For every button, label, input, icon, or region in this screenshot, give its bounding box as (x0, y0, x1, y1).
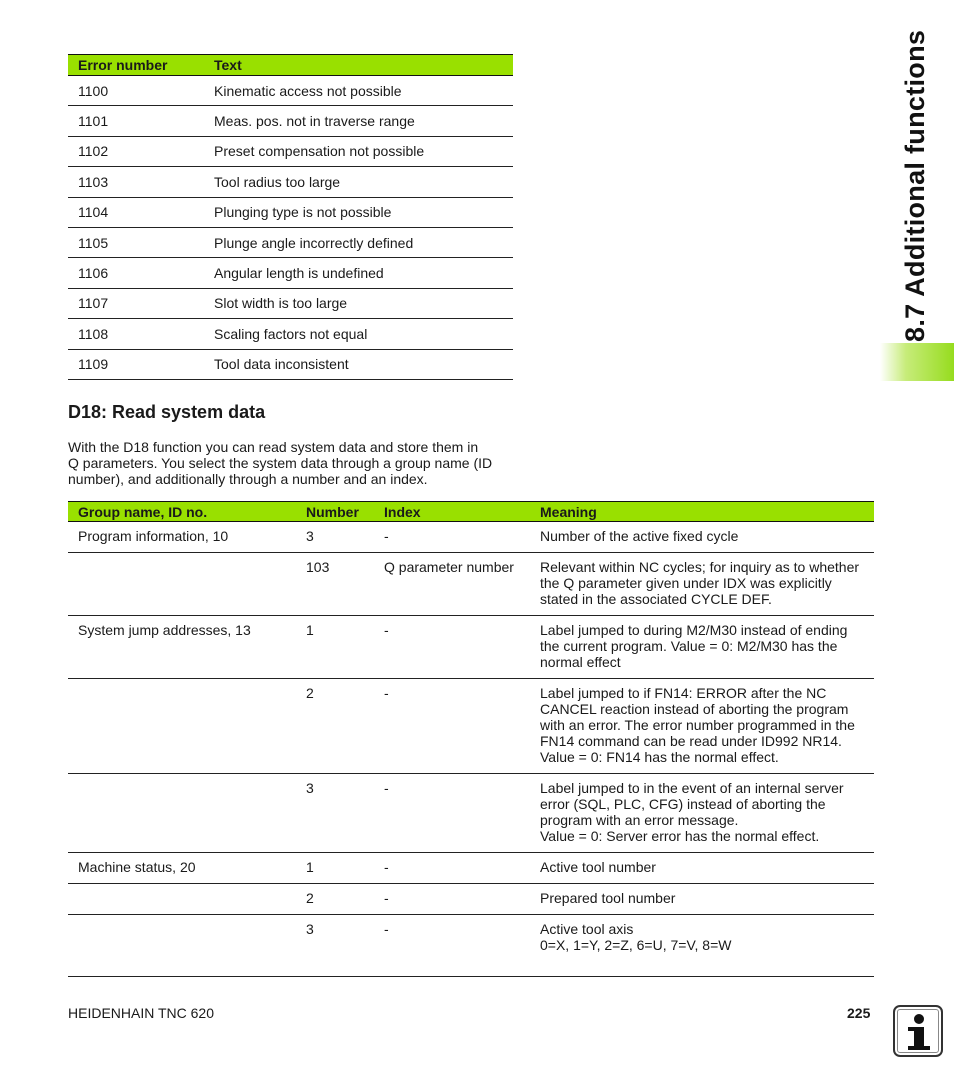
group-name: System jump addresses, 13 (68, 616, 296, 679)
index: - (374, 522, 530, 553)
error-row (68, 349, 513, 379)
col-error-number: Error number (68, 55, 204, 76)
index: - (374, 679, 530, 774)
error-text: Tool data inconsistent (204, 349, 513, 379)
index: - (374, 915, 530, 977)
meaning-line: FN14 command can be read under ID992 NR14. (540, 733, 842, 749)
system-data-row (68, 522, 874, 553)
error-text: Plunge angle incorrectly defined (204, 227, 513, 257)
error-row (68, 106, 513, 136)
meaning-line: Value = 0: Server error has the normal effect. (540, 828, 820, 844)
error-row (68, 197, 513, 227)
error-row (68, 167, 513, 197)
error-number: 1101 (68, 106, 204, 136)
group-name: Program information, 10 (68, 522, 296, 553)
system-data-row (68, 679, 874, 774)
col-text: Text (204, 55, 513, 76)
error-text: Scaling factors not equal (204, 319, 513, 349)
system-data-row (68, 853, 874, 884)
meaning-line: the Q parameter given under IDX was explicitly (540, 575, 832, 591)
intro-line: Q parameters. You select the system data through a group name (ID (68, 455, 493, 471)
meaning (530, 884, 874, 915)
error-number: 1107 (68, 288, 204, 318)
section-heading: D18: Read system data (68, 402, 266, 422)
number: 3 (296, 915, 374, 977)
index: - (374, 616, 530, 679)
group-name: Machine status, 20 (68, 853, 296, 884)
meaning-line: Active tool axis (540, 921, 634, 937)
col-meaning: Meaning (530, 502, 874, 522)
group-name (68, 679, 296, 774)
chapter-tab-accent (880, 343, 954, 381)
manual-name: HEIDENHAIN TNC 620 (68, 1005, 215, 1021)
system-data-row (68, 774, 874, 853)
number: 3 (296, 774, 374, 853)
error-text: Angular length is undefined (204, 258, 513, 288)
intro-line: number), and additionally through a number and an index. (68, 471, 428, 487)
meaning (530, 915, 874, 977)
meaning-line: Prepared tool number (540, 890, 676, 906)
meaning-line: error (SQL, PLC, CFG) instead of aborting the (540, 796, 826, 812)
error-row (68, 227, 513, 257)
error-number: 1104 (68, 197, 204, 227)
meaning-line: stated in the associated CYCLE DEF. (540, 591, 772, 607)
error-number: 1103 (68, 167, 204, 197)
error-table-header (68, 55, 513, 76)
error-table (68, 54, 513, 380)
index: - (374, 774, 530, 853)
system-data-table (68, 501, 874, 977)
error-number: 1108 (68, 319, 204, 349)
error-text: Kinematic access not possible (204, 76, 513, 106)
meaning-line: Label jumped to during M2/M30 instead of ending (540, 622, 848, 638)
index: - (374, 853, 530, 884)
page-number: 225 (847, 1005, 871, 1021)
meaning-line: 0=X, 1=Y, 2=Z, 6=U, 7=V, 8=W (540, 937, 732, 953)
intro-paragraph (68, 439, 518, 487)
meaning-line: Label jumped to in the event of an internal server (540, 780, 844, 796)
info-icon (893, 1005, 943, 1057)
meaning-line: Active tool number (540, 859, 656, 875)
group-name (68, 915, 296, 977)
error-number: 1105 (68, 227, 204, 257)
error-row (68, 258, 513, 288)
chapter-side-tab (893, 29, 937, 342)
number: 2 (296, 884, 374, 915)
meaning (530, 616, 874, 679)
meaning-line: Number of the active fixed cycle (540, 528, 739, 544)
meaning-line: normal effect (540, 654, 621, 670)
col-group-name: Group name, ID no. (68, 502, 296, 522)
meaning-line: Label jumped to if FN14: ERROR after the NC (540, 685, 827, 701)
number: 1 (296, 853, 374, 884)
index: - (374, 884, 530, 915)
meaning (530, 679, 874, 774)
system-data-row (68, 553, 874, 616)
meaning-line: Value = 0: FN14 has the normal effect. (540, 749, 779, 765)
system-data-header (68, 502, 874, 522)
error-row (68, 136, 513, 166)
error-text: Slot width is too large (204, 288, 513, 318)
meaning-line: Relevant within NC cycles; for inquiry as to whether (540, 559, 860, 575)
intro-line: With the D18 function you can read system data and store them in (68, 439, 479, 455)
system-data-row (68, 884, 874, 915)
meaning-line: the current program. Value = 0: M2/M30 has the (540, 638, 838, 654)
error-row (68, 288, 513, 318)
meaning (530, 553, 874, 616)
col-number: Number (296, 502, 374, 522)
group-name (68, 884, 296, 915)
number: 103 (296, 553, 374, 616)
error-number: 1109 (68, 349, 204, 379)
group-name (68, 774, 296, 853)
number: 1 (296, 616, 374, 679)
meaning-line: CANCEL reaction instead of aborting the program (540, 701, 849, 717)
error-row (68, 76, 513, 106)
system-data-row (68, 616, 874, 679)
error-number: 1102 (68, 136, 204, 166)
number: 3 (296, 522, 374, 553)
system-data-row (68, 915, 874, 977)
error-text: Plunging type is not possible (204, 197, 513, 227)
col-index: Index (374, 502, 530, 522)
error-text: Meas. pos. not in traverse range (204, 106, 513, 136)
error-text: Tool radius too large (204, 167, 513, 197)
meaning-line: program with an error message. (540, 812, 739, 828)
error-row (68, 319, 513, 349)
number: 2 (296, 679, 374, 774)
error-text: Preset compensation not possible (204, 136, 513, 166)
meaning (530, 774, 874, 853)
meaning-line: with an error. The error number programmed in the (540, 717, 855, 733)
error-number: 1100 (68, 76, 204, 106)
chapter-title: 8.7 Additional functions (900, 29, 930, 342)
group-name (68, 553, 296, 616)
meaning (530, 853, 874, 884)
index: Q parameter number (374, 553, 530, 616)
error-number: 1106 (68, 258, 204, 288)
meaning (530, 522, 874, 553)
